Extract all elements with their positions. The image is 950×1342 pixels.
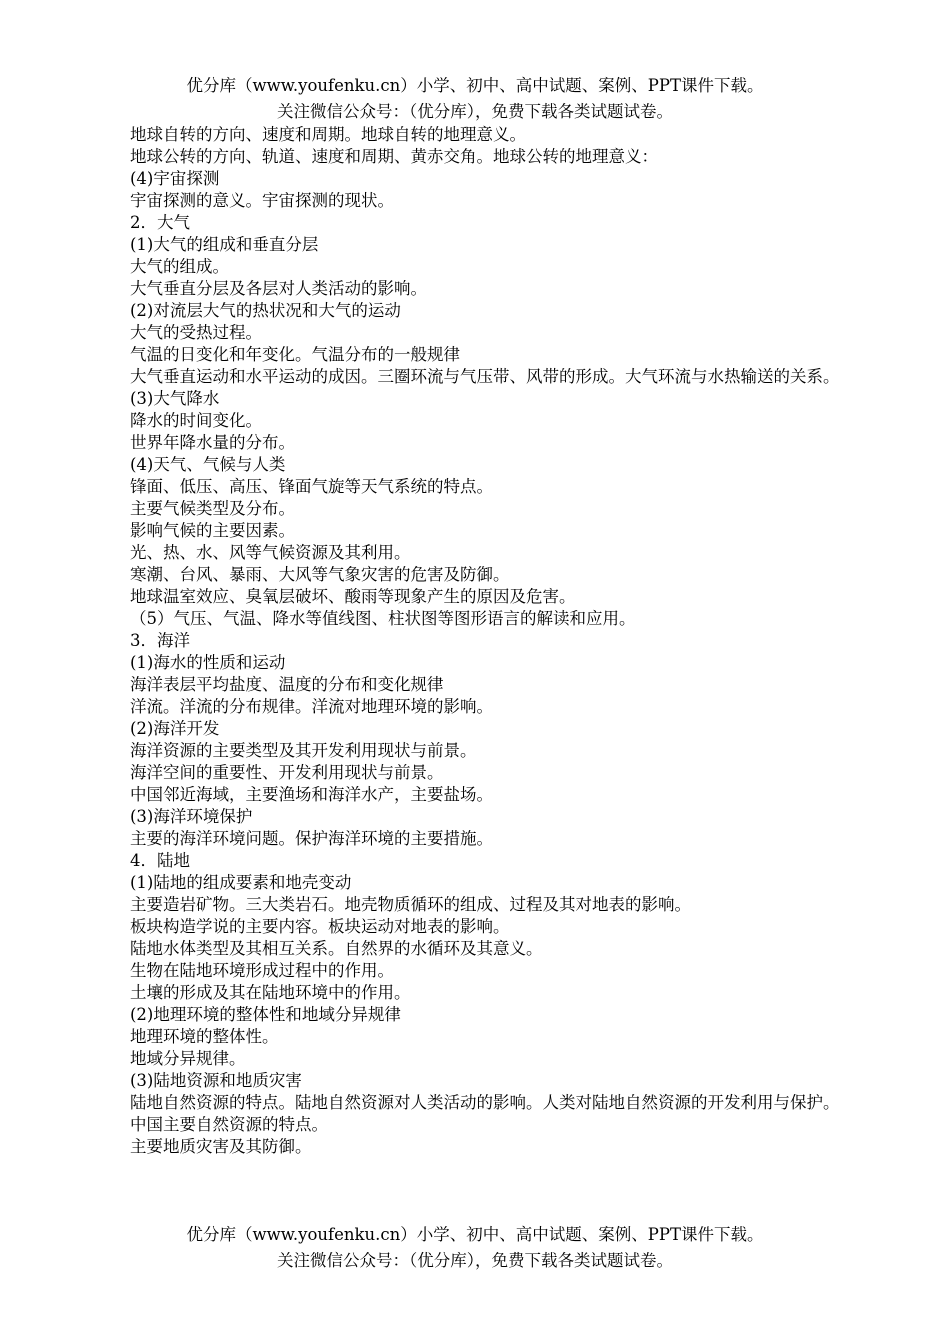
document-body	[130, 124, 850, 1158]
text-line: 海洋空间的重要性、开发利用现状与前景。	[130, 763, 444, 782]
text-line: 世界年降水量的分布。	[130, 433, 295, 452]
text-line: 大气的组成。	[130, 257, 229, 276]
text-line: 主要造岩矿物。三大类岩石。地壳物质循环的组成、过程及其对地表的影响。	[130, 895, 691, 914]
text-line: 地球自转的方向、速度和周期。地球自转的地理意义。	[130, 125, 526, 144]
text-line: 中国邻近海域，主要渔场和海洋水产，主要盐场。	[130, 785, 493, 804]
text-line: 生物在陆地环境形成过程中的作用。	[130, 961, 394, 980]
page-header	[0, 73, 950, 125]
footer-line-1: 优分库（www.youfenku.cn）小学、初中、高中试题、案例、PPT课件下载。	[186, 1225, 764, 1244]
text-line: 锋面、低压、高压、锋面气旋等天气系统的特点。	[130, 477, 493, 496]
text-line: 寒潮、台风、暴雨、大风等气象灾害的危害及防御。	[130, 565, 510, 584]
text-line: (4)天气、气候与人类	[130, 455, 286, 474]
text-line: 地理环境的整体性。	[130, 1027, 279, 1046]
text-line: 地球温室效应、臭氧层破坏、酸雨等现象产生的原因及危害。	[130, 587, 576, 606]
text-line: (3)海洋环境保护	[130, 807, 253, 826]
text-line: 主要地质灾害及其防御。	[130, 1137, 312, 1156]
text-line: (4)宇宙探测	[130, 169, 220, 188]
text-line: 地球公转的方向、轨道、速度和周期、黄赤交角。地球公转的地理意义：	[130, 147, 658, 166]
text-line: 主要气候类型及分布。	[130, 499, 295, 518]
text-line: (1)大气的组成和垂直分层	[130, 235, 319, 254]
header-line-1: 优分库（www.youfenku.cn）小学、初中、高中试题、案例、PPT课件下载。	[186, 76, 764, 95]
text-line: 板块构造学说的主要内容。板块运动对地表的影响。	[130, 917, 510, 936]
text-line: 主要的海洋环境问题。保护海洋环境的主要措施。	[130, 829, 493, 848]
text-line: (2)地理环境的整体性和地域分异规律	[130, 1005, 401, 1024]
page-footer	[0, 1222, 950, 1274]
text-line: （5）气压、气温、降水等值线图、柱状图等图形语言的解读和应用。	[130, 609, 636, 628]
text-line: 光、热、水、风等气候资源及其利用。	[130, 543, 411, 562]
text-line: (1)陆地的组成要素和地壳变动	[130, 873, 352, 892]
text-line: (1)海水的性质和运动	[130, 653, 286, 672]
text-line: (3)陆地资源和地质灾害	[130, 1071, 302, 1090]
header-line-2: 关注微信公众号：（优分库），免费下载各类试题试卷。	[277, 102, 673, 121]
text-line: 海洋表层平均盐度、温度的分布和变化规律	[130, 675, 444, 694]
text-line: 3．海洋	[130, 631, 190, 650]
text-line: 宇宙探测的意义。宇宙探测的现状。	[130, 191, 394, 210]
text-line: 中国主要自然资源的特点。	[130, 1115, 328, 1134]
text-line: 气温的日变化和年变化。气温分布的一般规律	[130, 345, 460, 364]
text-line: 4．陆地	[130, 851, 190, 870]
text-line: 地域分异规律。	[130, 1049, 246, 1068]
text-line: 影响气候的主要因素。	[130, 521, 295, 540]
text-line: 大气垂直分层及各层对人类活动的影响。	[130, 279, 427, 298]
text-line: 陆地自然资源的特点。陆地自然资源对人类活动的影响。人类对陆地自然资源的开发利用与保护。	[130, 1093, 840, 1112]
text-line: 大气垂直运动和水平运动的成因。三圈环流与气压带、风带的形成。大气环流与水热输送的关系。	[130, 367, 840, 386]
text-line: 大气的受热过程。	[130, 323, 262, 342]
text-line: 陆地水体类型及其相互关系。自然界的水循环及其意义。	[130, 939, 543, 958]
text-line: (3)大气降水	[130, 389, 220, 408]
text-line: 海洋资源的主要类型及其开发利用现状与前景。	[130, 741, 477, 760]
footer-line-2: 关注微信公众号：（优分库），免费下载各类试题试卷。	[277, 1251, 673, 1270]
text-line: (2)海洋开发	[130, 719, 220, 738]
text-line: 洋流。洋流的分布规律。洋流对地理环境的影响。	[130, 697, 493, 716]
text-line: 土壤的形成及其在陆地环境中的作用。	[130, 983, 411, 1002]
text-line: (2)对流层大气的热状况和大气的运动	[130, 301, 401, 320]
text-line: 降水的时间变化。	[130, 411, 262, 430]
text-line: 2．大气	[130, 213, 190, 232]
